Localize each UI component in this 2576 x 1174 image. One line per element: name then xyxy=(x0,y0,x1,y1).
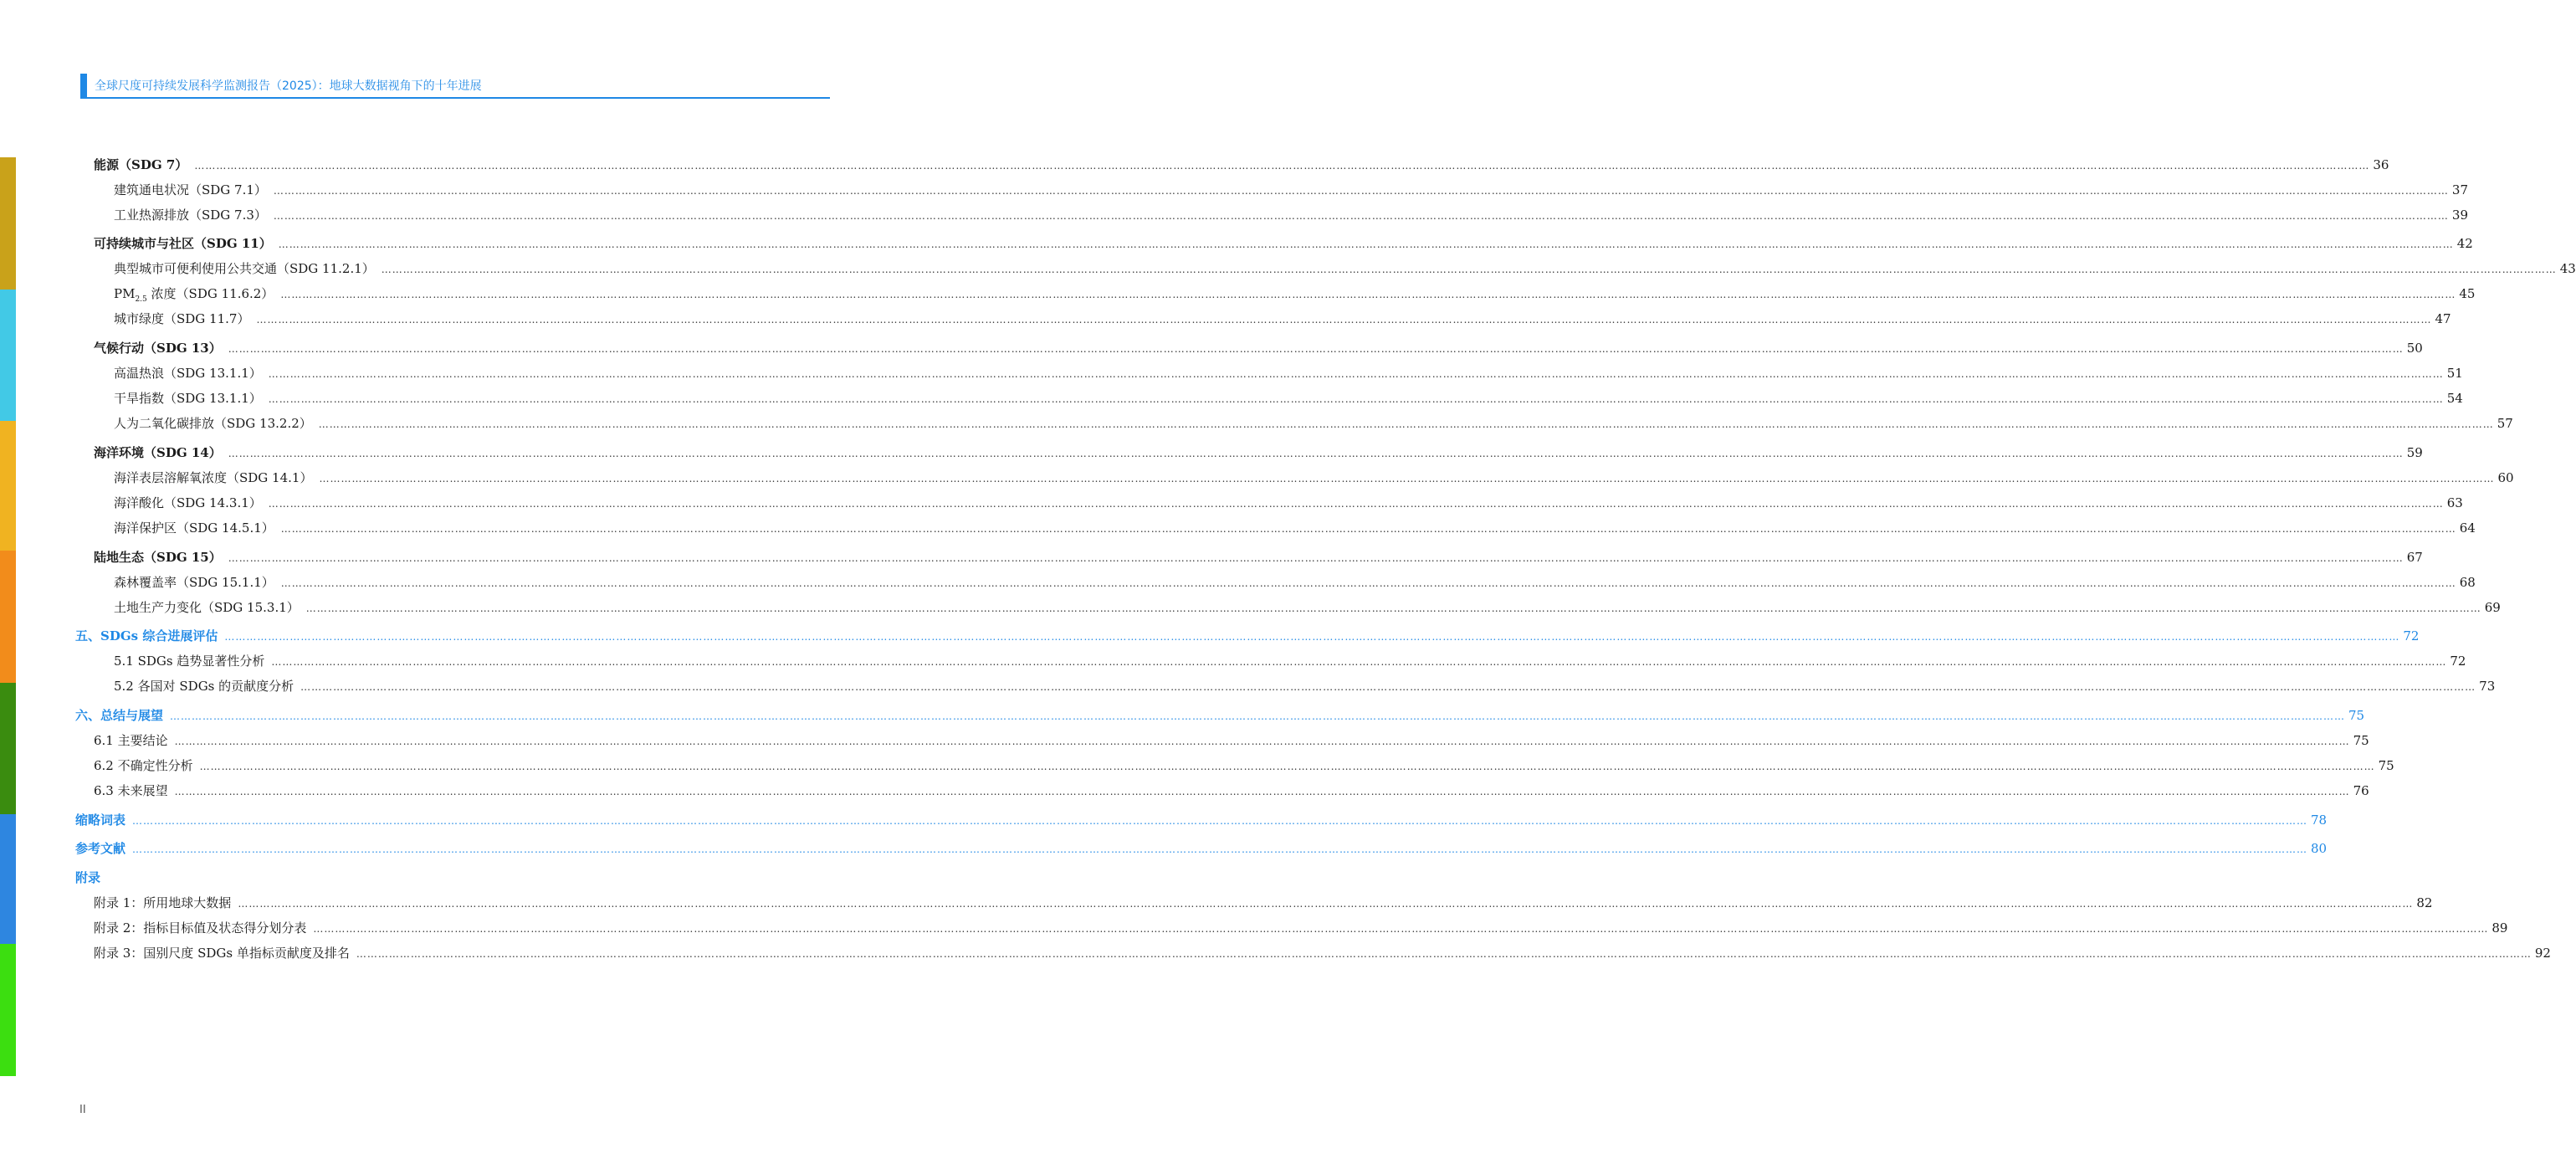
toc-entry-label: 海洋酸化（SDG 14.3.1） xyxy=(114,495,262,510)
toc-leader-dots: …………………………………………………………………………………………………………………………………………………………………………………………………………………………………………………………………………………………………………………………………………………………………………………………………………………………………………………………………………………………………………………………………………………… xyxy=(273,185,2449,197)
toc-entry[interactable] xyxy=(114,598,2501,617)
toc-entry-label: 城市绿度（SDG 11.7） xyxy=(114,311,250,326)
toc-entry-label: 干旱指数（SDG 13.1.1） xyxy=(114,391,262,406)
toc-page-number: 59 xyxy=(2406,445,2423,460)
toc-entry[interactable] xyxy=(114,469,2514,487)
toc-page-number: 42 xyxy=(2456,236,2473,251)
toc-entry-label: 可持续城市与社区（SDG 11） xyxy=(94,236,272,251)
toc-entry[interactable] xyxy=(94,919,2508,937)
toc-entry-label: 参考文献 xyxy=(75,841,126,856)
toc-entry-label: 6.1 主要结论 xyxy=(94,733,168,748)
toc-leader-dots: …………………………………………………………………………………………………………………………………………………………………………………………………………………………………………………………………………………………………………………………………………………………………………………………………………………………………………………………………………………………………………………………………………………… xyxy=(194,160,2370,172)
header-marker xyxy=(80,74,87,97)
toc-entry-label: 附录 2：指标目标值及状态得分划分表 xyxy=(94,920,307,936)
toc-leader-dots: …………………………………………………………………………………………………………………………………………………………………………………………………………………………………………………………………………………………………………………………………………………………………………………………………………………………………………………………………………………………………………………………………………………… xyxy=(313,923,2489,935)
toc-leader-dots: …………………………………………………………………………………………………………………………………………………………………………………………………………………………………………………………………………………………………………………………………………………………………………………………………………………………………………………………………………………………………………………………………………………… xyxy=(228,552,2404,564)
toc-entry[interactable] xyxy=(94,443,2423,462)
toc-entry[interactable] xyxy=(114,677,2496,695)
toc-entry-label: 典型城市可便利使用公共交通（SDG 11.2.1） xyxy=(114,261,375,276)
toc-page-number: 89 xyxy=(2491,920,2508,936)
toc-entry-label: 6.3 未来展望 xyxy=(94,783,168,798)
toc-entry[interactable] xyxy=(75,706,2365,725)
toc-page-number: 78 xyxy=(2311,813,2328,828)
toc-entry[interactable] xyxy=(94,731,2369,750)
toc-leader-dots: …………………………………………………………………………………………………………………………………………………………………………………………………………………………………………………………………………………………………………………………………………………………………………………………………………………………………………………………………………………………………………………………………………………… xyxy=(174,736,2350,747)
toc-leader-dots: …………………………………………………………………………………………………………………………………………………………………………………………………………………………………………………………………………………………………………………………………………………………………………………………………………………………………………………………………………………………………………………………………………………… xyxy=(132,815,2308,827)
toc-page-number: 75 xyxy=(2353,733,2369,748)
header-rule xyxy=(80,97,830,99)
toc-entry-label: 5.1 SDGs 趋势显著性分析 xyxy=(114,654,265,669)
toc-leader-dots: …………………………………………………………………………………………………………………………………………………………………………………………………………………………………………………………………………………………………………………………………………………………………………………………………………………………………………………………………………………………………………………………………………………… xyxy=(174,786,2350,797)
toc-entry-label: 6.2 不确定性分析 xyxy=(94,758,193,773)
toc-entry-label: 海洋表层溶解氧浓度（SDG 14.1） xyxy=(114,470,313,485)
toc-entry[interactable] xyxy=(94,339,2423,357)
toc-entry[interactable] xyxy=(114,259,2576,278)
header-title: 全球尺度可持续发展科学监测报告（2025）：地球大数据视角下的十年进展 xyxy=(95,79,482,93)
toc-leader-dots: …………………………………………………………………………………………………………………………………………………………………………………………………………………………………………………………………………………………………………………………………………………………………………………………………………………………………………………………………………………………………………………………………………………… xyxy=(305,602,2481,614)
toc-entry-label: 高温热浪（SDG 13.1.1） xyxy=(114,366,262,381)
toc-entry[interactable] xyxy=(94,782,2369,800)
toc-page-number: 37 xyxy=(2451,182,2469,197)
toc-entry[interactable] xyxy=(75,869,701,887)
toc-leader-dots: …………………………………………………………………………………………………………………………………………………………………………………………………………………………………………………………………………………………………………………………………………………………………………………………………………………………………………………………………………………………………………………………………………………… xyxy=(132,843,2308,855)
toc-entry-label: 能源（SDG 7） xyxy=(94,157,188,172)
toc-page-number: 72 xyxy=(2403,628,2420,643)
toc-entry[interactable] xyxy=(114,206,2469,224)
toc-leader-dots: …………………………………………………………………………………………………………………………………………………………………………………………………………………………………………………………………………………………………………………………………………………………………………………………………………………………………………………………………………………………………………………………………………………… xyxy=(199,761,2375,772)
toc-entry[interactable] xyxy=(75,627,2420,645)
toc-page-number: 36 xyxy=(2373,157,2389,172)
stripe-segment xyxy=(0,421,16,551)
toc-entry-label: 六、总结与展望 xyxy=(75,708,164,723)
toc-page-number: 67 xyxy=(2406,550,2423,565)
toc-leader-dots: …………………………………………………………………………………………………………………………………………………………………………………………………………………………………………………………………………………………………………………………………………………………………………………………………………………………………………………………………………………………………………………………………………………… xyxy=(238,898,2414,910)
toc-entry[interactable] xyxy=(94,156,2389,174)
toc-leader-dots: …………………………………………………………………………………………………………………………………………………………………………………………………………………………………………………………………………………………………………………………………………………………………………………………………………………………………………………………………………………………………………………………………………………… xyxy=(381,264,2557,275)
toc-leader-dots: …………………………………………………………………………………………………………………………………………………………………………………………………………………………………………………………………………………………………………………………………………………………………………………………………………………………………………………………………………………………………………………………………………………… xyxy=(268,393,2444,405)
toc-leader-dots: …………………………………………………………………………………………………………………………………………………………………………………………………………………………………………………………………………………………………………………………………………………………………………………………………………………………………………………………………………………………………………………………………………………… xyxy=(224,631,2400,643)
toc-leader-dots: …………………………………………………………………………………………………………………………………………………………………………………………………………………………………………………………………………………………………………………………………………………………………………………………………………………………………………………………………………………………………………………………………………………… xyxy=(300,681,2476,693)
toc-entry[interactable] xyxy=(75,811,2328,829)
toc-leader-dots: …………………………………………………………………………………………………………………………………………………………………………………………………………………………………………………………………………………………………………………………………………………………………………………………………………………………………………………………………………………………………………………………………………………… xyxy=(318,418,2494,430)
stripe-segment xyxy=(0,290,16,421)
toc-entry[interactable] xyxy=(114,310,2451,328)
toc-page-number: 72 xyxy=(2450,654,2466,669)
toc-entry[interactable] xyxy=(114,414,2513,433)
toc-page-number: 54 xyxy=(2446,391,2463,406)
toc-entry-label: 土地生产力变化（SDG 15.3.1） xyxy=(114,600,300,615)
stripe-segment xyxy=(0,814,16,944)
toc-entry-label: 建筑通电状况（SDG 7.1） xyxy=(114,182,267,197)
toc-entry-label: 气候行动（SDG 13） xyxy=(94,341,222,356)
stripe-segment xyxy=(0,683,16,814)
toc-page-number: 92 xyxy=(2534,946,2551,961)
toc-entry[interactable] xyxy=(114,364,2463,382)
page-number: II xyxy=(79,1104,86,1116)
stripe-segment xyxy=(0,157,16,290)
toc-entry-label: 森林覆盖率（SDG 15.1.1） xyxy=(114,575,274,590)
stripe-segment xyxy=(0,944,16,1076)
stripe-segment xyxy=(0,551,16,683)
toc-entry[interactable] xyxy=(114,389,2463,408)
toc-page-number: 60 xyxy=(2497,470,2514,485)
toc-entry[interactable] xyxy=(94,944,2551,962)
toc-entry-label: 海洋保护区（SDG 14.5.1） xyxy=(114,520,274,536)
toc-entry-label: 5.2 各国对 SDGs 的贡献度分析 xyxy=(114,679,294,694)
toc-page-number: 50 xyxy=(2406,341,2423,356)
toc-page-number: 64 xyxy=(2459,520,2476,536)
toc-entry-label: 人为二氧化碳排放（SDG 13.2.2） xyxy=(114,416,312,431)
toc-entry[interactable] xyxy=(114,181,2469,199)
toc-entry[interactable] xyxy=(94,234,2473,253)
toc-page-number: 39 xyxy=(2451,208,2469,223)
toc-entry[interactable] xyxy=(94,894,2433,912)
toc-leader-dots: …………………………………………………………………………………………………………………………………………………………………………………………………………………………………………………………………………………………………………………………………………………………………………………………………………………………………………………………………………………………………………………………………………………… xyxy=(256,314,2432,326)
toc-leader-dots: …………………………………………………………………………………………………………………………………………………………………………………………………………………………………………………………………………………………………………………………………………………………………………………………………………………………………………………………………………………………………………………………………………………… xyxy=(280,577,2456,589)
toc-entry-label: 陆地生态（SDG 15） xyxy=(94,550,222,565)
toc-entry-label: $PM_{2.5}$ 浓度（SDG 11.6.2） xyxy=(114,286,274,304)
toc-leader-dots: …………………………………………………………………………………………………………………………………………………………………………………………………………………………………………………………………………………………………………………………………………………………………………………………………………………………………………………………………………………………………………………………………………………… xyxy=(268,368,2444,380)
toc-page-number: 63 xyxy=(2446,495,2463,510)
toc-entry[interactable] xyxy=(114,519,2476,537)
toc-leader-dots: …………………………………………………………………………………………………………………………………………………………………………………………………………………………………………………………………………………………………………………………………………………………………………………………………………………………………………………………………………………………………………………………………………………… xyxy=(170,710,2346,722)
toc-page-number: 82 xyxy=(2416,895,2433,910)
toc-page-number: 69 xyxy=(2484,600,2501,615)
toc-page-number: 73 xyxy=(2479,679,2496,694)
toc-page-number: 45 xyxy=(2459,286,2476,301)
toc-leader-dots: …………………………………………………………………………………………………………………………………………………………………………………………………………………………………………………………………………………………………………………………………………………………………………………………………………………………………………………………………………………………………………………………………………………… xyxy=(319,473,2495,484)
toc-leader-dots: …………………………………………………………………………………………………………………………………………………………………………………………………………………………………………………………………………………………………………………………………………………………………………………………………………………………………………………………………………………………………………………………………………………… xyxy=(271,656,2447,668)
toc-page-number: 75 xyxy=(2378,758,2394,773)
toc-entry[interactable] xyxy=(114,573,2476,592)
toc-entry[interactable] xyxy=(94,548,2423,566)
toc-entry[interactable] xyxy=(75,839,2328,858)
toc-leader-dots: …………………………………………………………………………………………………………………………………………………………………………………………………………………………………………………………………………………………………………………………………………………………………………………………………………………………………………………………………………………………………………………………………………………… xyxy=(280,289,2456,300)
toc-leader-dots: …………………………………………………………………………………………………………………………………………………………………………………………………………………………………………………………………………………………………………………………………………………………………………………………………………………………………………………………………………………………………………………………………………………… xyxy=(278,238,2454,250)
toc-leader-dots: …………………………………………………………………………………………………………………………………………………………………………………………………………………………………………………………………………………………………………………………………………………………………………………………………………………………………………………………………………………………………………………………………………………… xyxy=(228,343,2404,355)
toc-entry[interactable] xyxy=(114,494,2463,512)
toc-entry[interactable] xyxy=(94,756,2394,775)
color-stripe xyxy=(0,157,16,1076)
toc-page-number: 75 xyxy=(2348,708,2365,723)
toc-entry[interactable] xyxy=(114,652,2466,670)
toc-leader-dots: …………………………………………………………………………………………………………………………………………………………………………………………………………………………………………………………………………………………………………………………………………………………………………………………………………………………………………………………………………………………………………………………………………………… xyxy=(356,948,2532,960)
toc-entry-label: 附录 3：国别尺度 SDGs 单指标贡献度及排名 xyxy=(94,946,350,961)
toc-entry-label: 缩略词表 xyxy=(75,813,126,828)
toc-page-number: 51 xyxy=(2446,366,2463,381)
toc-page-number: 57 xyxy=(2497,416,2513,431)
toc-leader-dots: …………………………………………………………………………………………………………………………………………………………………………………………………………………………………………………………………………………………………………………………………………………………………………………………………………………………………………………………………………………………………………………………………………………… xyxy=(280,523,2456,535)
toc-entry[interactable] xyxy=(114,285,2476,304)
toc-page-number: 76 xyxy=(2353,783,2369,798)
toc-page-number: 68 xyxy=(2459,575,2476,590)
toc-leader-dots: …………………………………………………………………………………………………………………………………………………………………………………………………………………………………………………………………………………………………………………………………………………………………………………………………………………………………………………………………………………………………………………………………………………… xyxy=(273,210,2449,222)
toc-page-number: 43 xyxy=(2559,261,2576,276)
toc-leader-dots: …………………………………………………………………………………………………………………………………………………………………………………………………………………………………………………………………………………………………………………………………………………………………………………………………………………………………………………………………………………………………………………………………………………… xyxy=(268,498,2444,510)
toc-entry-label: 工业热源排放（SDG 7.3） xyxy=(114,208,267,223)
toc-leader-dots: …………………………………………………………………………………………………………………………………………………………………………………………………………………………………………………………………………………………………………………………………………………………………………………………………………………………………………………………………………………………………………………………………………………… xyxy=(228,448,2404,459)
toc-entry-label: 附录 1：所用地球大数据 xyxy=(94,895,232,910)
toc-entry-label: 附录 xyxy=(75,870,101,885)
toc-page-number: 47 xyxy=(2435,311,2451,326)
toc-page-number: 80 xyxy=(2311,841,2328,856)
toc-entry-label: 五、SDGs 综合进展评估 xyxy=(75,628,218,643)
toc-entry-label: 海洋环境（SDG 14） xyxy=(94,445,222,460)
